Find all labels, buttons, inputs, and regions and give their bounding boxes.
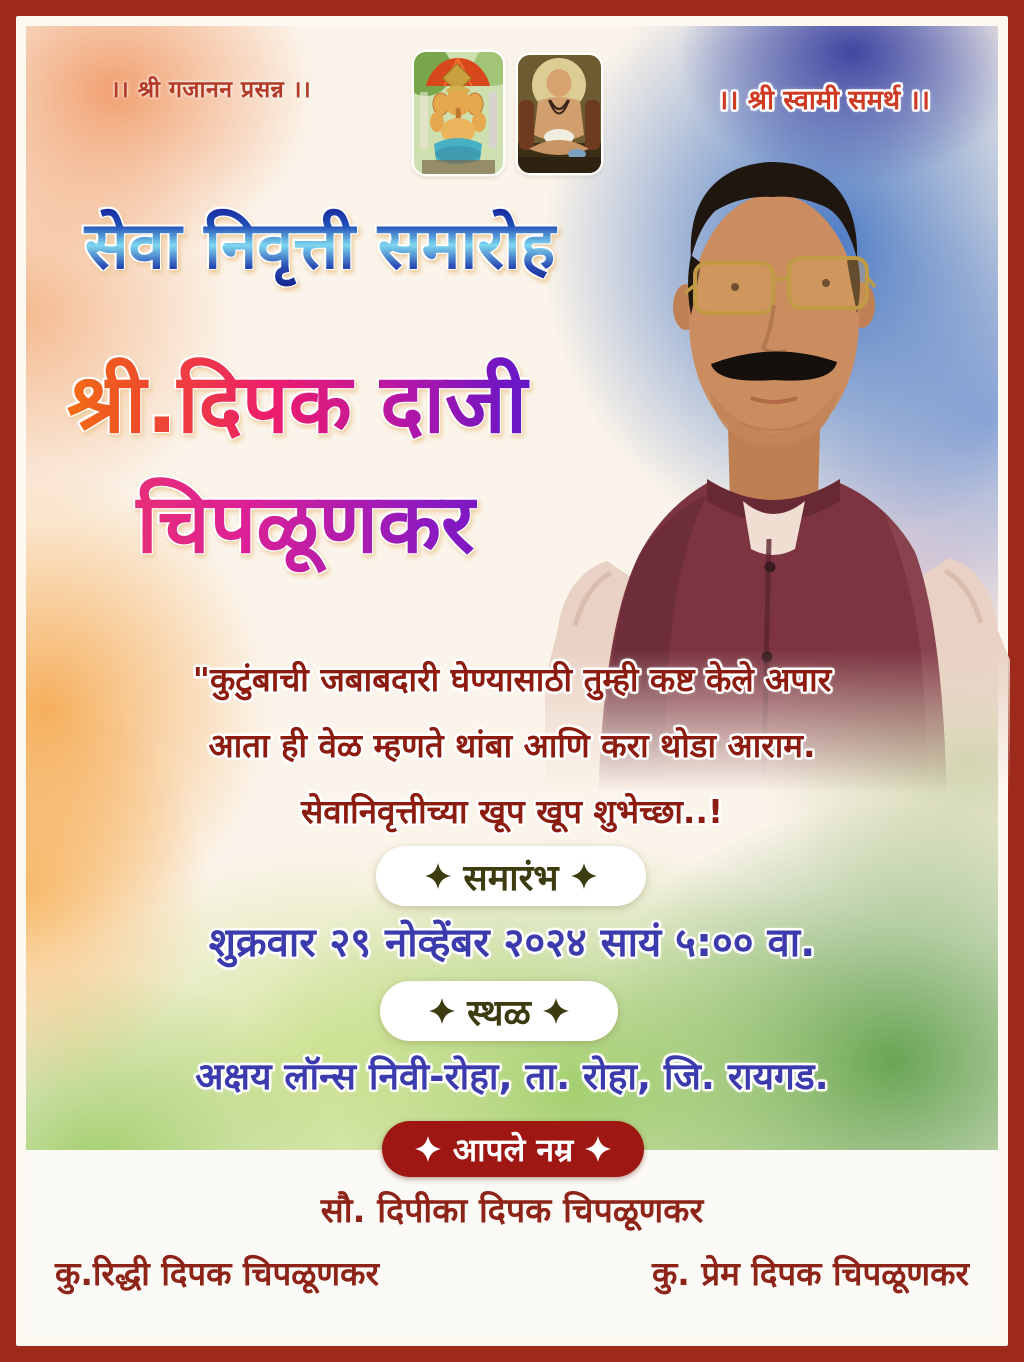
quote-line2: आता ही वेळ म्हणते थांबा आणि करा थोडा आराम.: [208, 726, 816, 765]
honoree-photo: [545, 155, 1010, 805]
host-wife-name: सौ. दिपीका दिपक चिपळूणकर: [320, 1191, 704, 1231]
right-blessing: ।। श्री स्वामी समर्थ ।।: [718, 85, 930, 116]
quote-line3: सेवानिवृत्तीच्या खूप खूप शुभेच्छा..!: [300, 792, 724, 831]
venue-badge-label: स्थळ: [467, 992, 531, 1034]
four-point-star-icon: [425, 863, 451, 889]
honoree-portrait-graphic: [545, 155, 1010, 805]
ceremony-badge-label: समारंभ: [463, 857, 559, 899]
four-point-star-icon: [585, 1136, 611, 1162]
hosts-row: [55, 1250, 969, 1295]
venue-text: अक्षय लॉन्स निवी-रोहा, ता. रोहा, जि. रायगड.: [195, 1055, 829, 1098]
left-blessing: ।। श्री गजानन प्रसन्न ।।: [110, 77, 312, 103]
host-son-name: कु. प्रेम दिपक चिपळूणकर: [651, 1254, 969, 1293]
honoree-name-line2: चिपळूणकर: [48, 468, 563, 583]
four-point-star-icon: [543, 998, 569, 1024]
poster-title: सेवा निवृत्ती समारोह: [33, 203, 607, 291]
host-daughter-name: कु.रिद्धी दिपक चिपळूणकर: [55, 1254, 379, 1293]
hosts-badge: [382, 1121, 644, 1177]
swami-samarth-image: [518, 55, 601, 173]
honoree-name-line1: श्री.दिपक दाजी: [22, 348, 572, 463]
venue-badge: [380, 981, 618, 1041]
ganesha-graphic: [414, 52, 503, 174]
four-point-star-icon: [415, 1136, 441, 1162]
bottom-panel: [26, 1150, 998, 1336]
four-point-star-icon: [429, 998, 455, 1024]
quote-line1: "कुटुंबाची जबाबदारी घेण्यासाठी तुम्ही कष्ट केले अपार: [192, 660, 832, 699]
four-point-star-icon: [571, 863, 597, 889]
ceremony-badge: [376, 846, 646, 906]
swami-samarth-graphic: [518, 55, 601, 173]
hosts-badge-label: आपले नम्र: [452, 1130, 574, 1169]
event-datetime: शुक्रवार २९ नोव्हेंबर २०२४ सायं ५:०० वा.: [208, 920, 816, 966]
ganesha-image: [414, 52, 503, 174]
